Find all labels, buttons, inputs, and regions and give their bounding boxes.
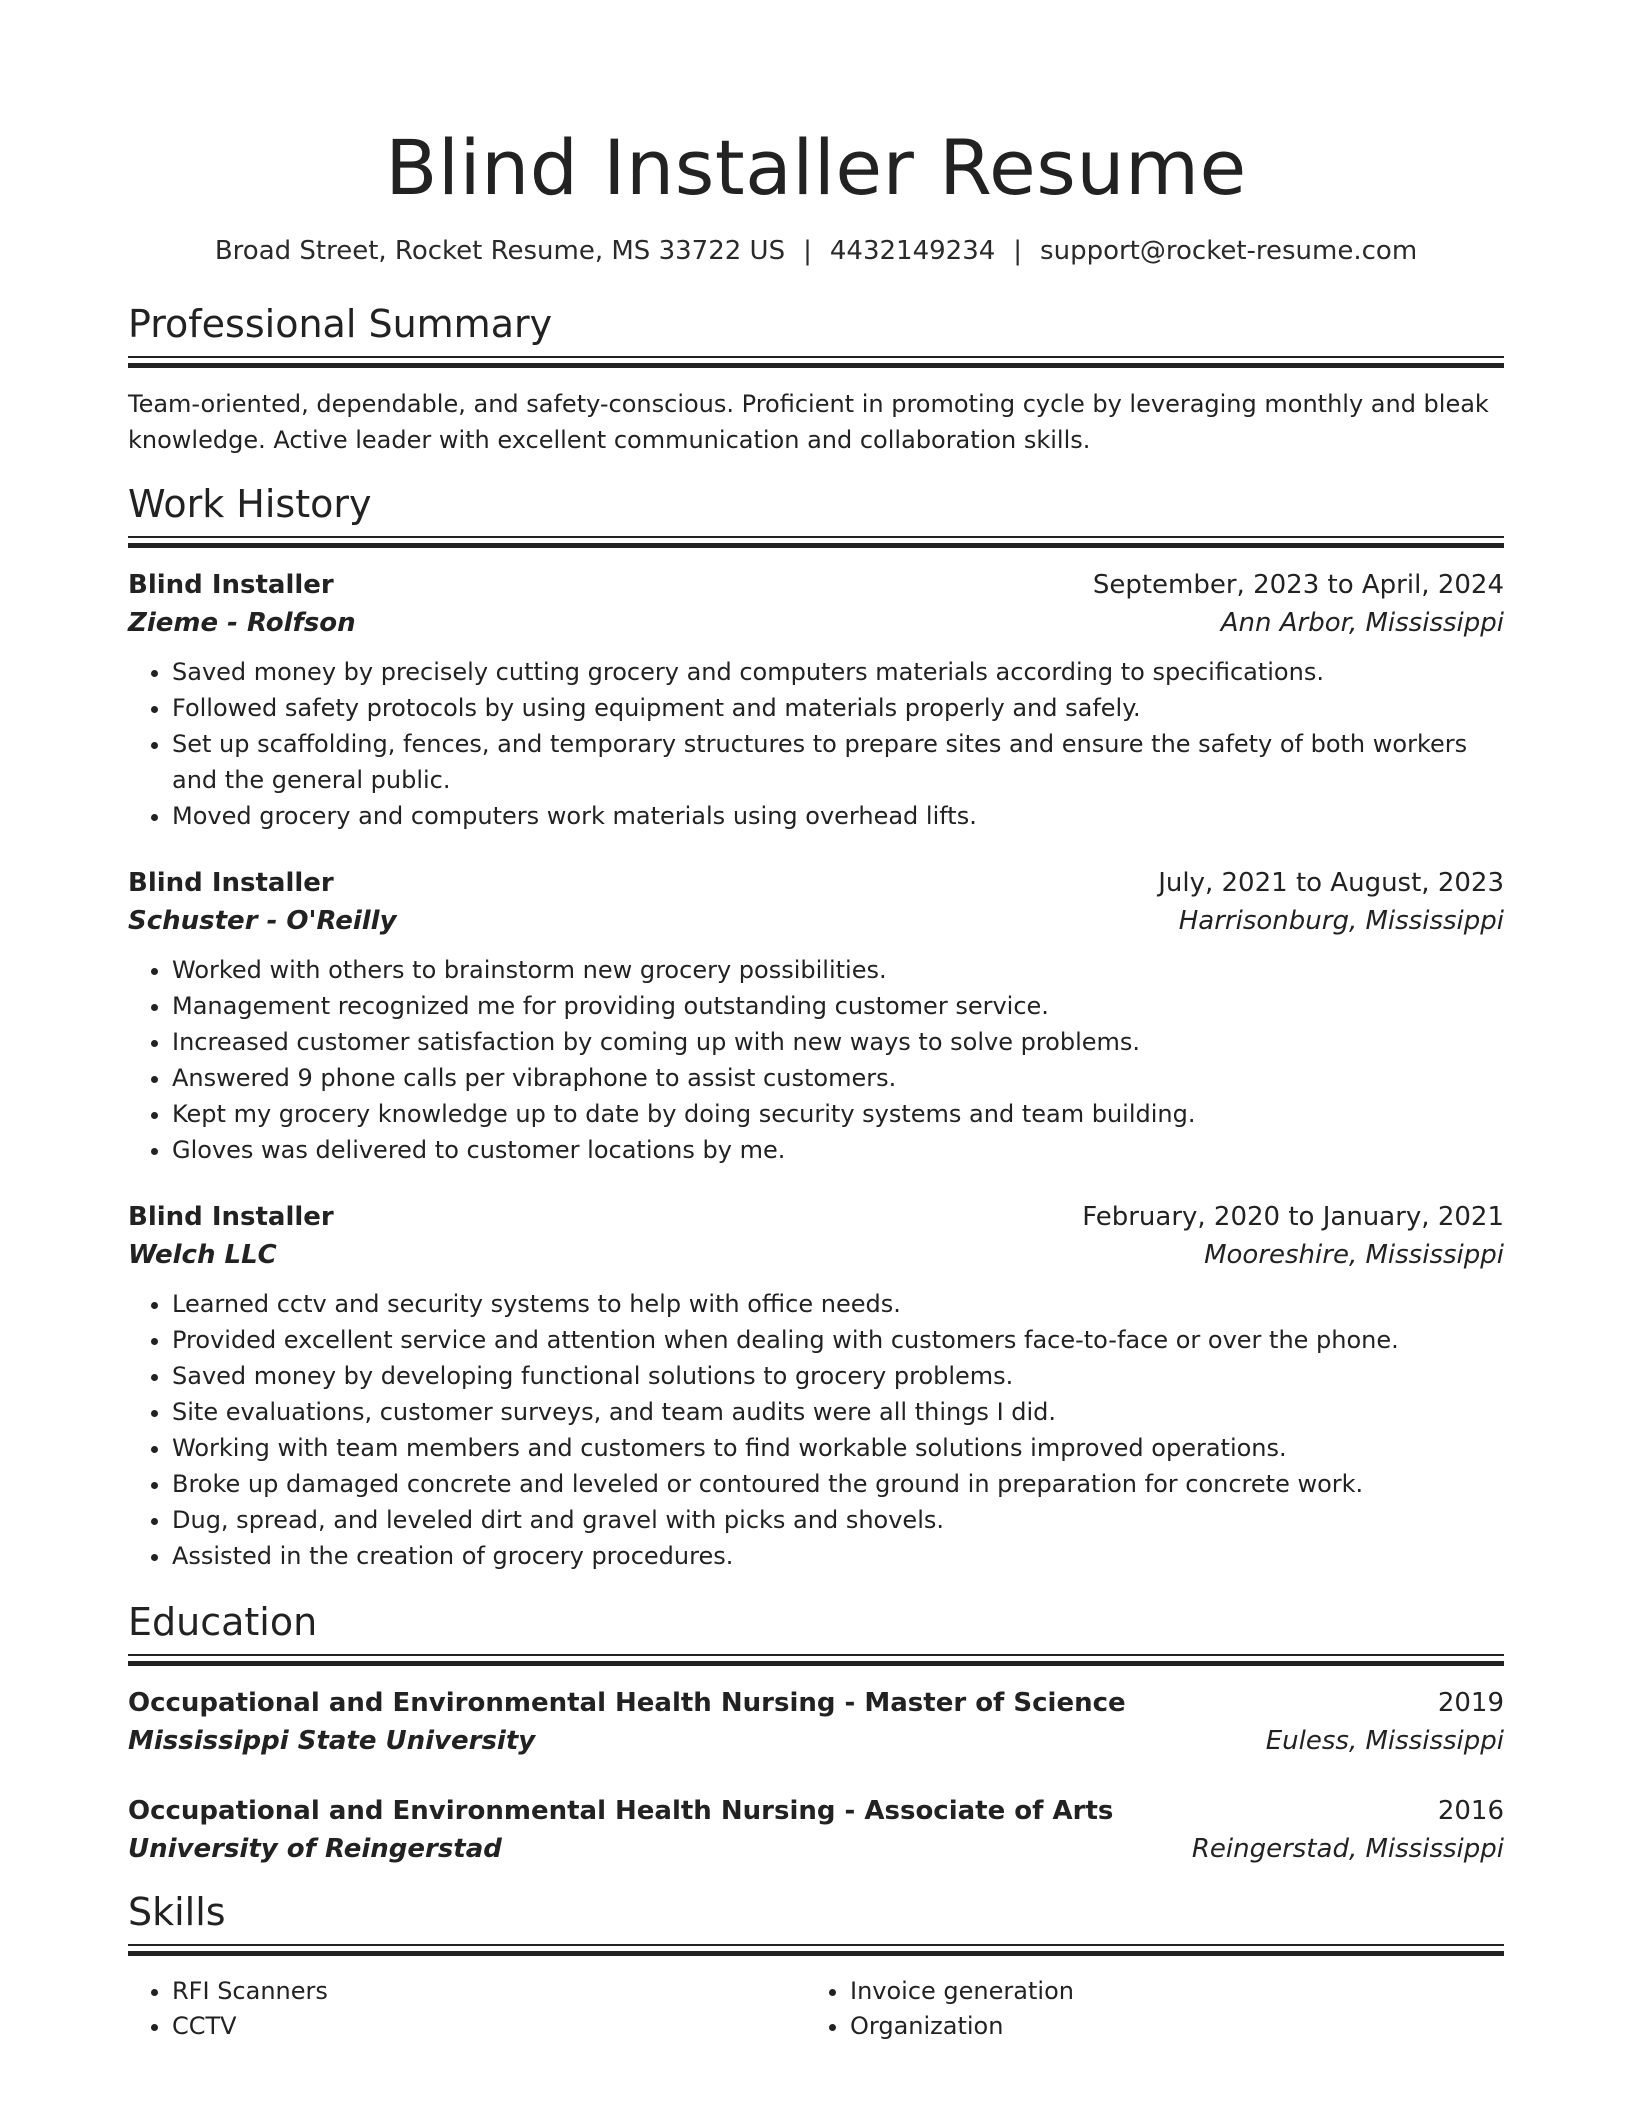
job-dates: February, 2020 to January, 2021: [1082, 1202, 1504, 1232]
list-item: • Gloves was delivered to customer locations by me.: [172, 1132, 1504, 1168]
section-divider: [128, 1944, 1504, 1956]
resume-content: [128, 118, 1504, 2044]
job-title: Blind Installer: [128, 1202, 334, 1232]
list-item: • Working with team members and customers to find workable solutions improved operations.: [172, 1430, 1504, 1466]
skill-item: • Invoice generation: [850, 1974, 1484, 2009]
section-heading: Education: [128, 1600, 318, 1644]
education-entry: [128, 1684, 1504, 1760]
contact-email: support@rocket-resume.com: [1040, 236, 1418, 266]
section-divider: [128, 536, 1504, 548]
skills-section: [128, 1888, 1504, 2044]
section-heading: Work History: [128, 482, 372, 526]
education-entry: [128, 1792, 1504, 1868]
list-item: • Saved money by precisely cutting grocery and computers materials according to specifications.: [172, 654, 1504, 690]
job-dates: July, 2021 to August, 2023: [1158, 868, 1504, 898]
list-item: • Provided excellent service and attention when dealing with customers face-to-face or over the phone.: [172, 1322, 1504, 1358]
list-item: • Kept my grocery knowledge up to date by doing security systems and team building.: [172, 1096, 1504, 1132]
contact-line: [128, 234, 1504, 268]
list-item: • Increased customer satisfaction by coming up with new ways to solve problems.: [172, 1024, 1504, 1060]
section-divider: [128, 356, 1504, 368]
work-history-section: [128, 480, 1504, 1574]
school-location: Reingerstad, Mississippi: [1191, 1834, 1504, 1864]
job-bullets: [128, 1286, 1504, 1574]
skills-columns: [128, 1974, 1504, 2044]
job-company: Schuster - O'Reilly: [128, 906, 397, 936]
summary-section: [128, 300, 1504, 458]
section-heading: Skills: [128, 1890, 226, 1934]
list-item: • Saved money by developing functional solutions to grocery problems.: [172, 1358, 1504, 1394]
job-company: Zieme - Rolfson: [128, 608, 356, 638]
skills-list-left: [128, 1974, 806, 2044]
list-item: • Worked with others to brainstorm new grocery possibilities.: [172, 952, 1504, 988]
section-heading: Professional Summary: [128, 302, 553, 346]
list-item: • Broke up damaged concrete and leveled or contoured the ground in preparation for concrete work.: [172, 1466, 1504, 1502]
school-name: University of Reingerstad: [128, 1834, 502, 1864]
job-bullets: [128, 952, 1504, 1168]
degree: Occupational and Environmental Health Nursing - Master of Science: [128, 1688, 1126, 1718]
skill-item: • RFI Scanners: [172, 1974, 806, 2009]
list-item: • Site evaluations, customer surveys, and team audits were all things I did.: [172, 1394, 1504, 1430]
graduation-year: 2016: [1437, 1796, 1504, 1826]
job-title: Blind Installer: [128, 570, 334, 600]
job-dates: September, 2023 to April, 2024: [1092, 570, 1504, 600]
summary-text: Team-oriented, dependable, and safety-conscious. Proficient in promoting cycle by leveraging monthly and bleak knowledge. Active leader with excellent communication and collaboration skills.: [128, 390, 1489, 454]
list-item: • Moved grocery and computers work materials using overhead lifts.: [172, 798, 1504, 834]
contact-phone: 4432149234: [829, 236, 996, 266]
job-entry: [128, 864, 1504, 1168]
contact-address: Broad Street, Rocket Resume, MS 33722 US: [214, 236, 786, 266]
graduation-year: 2019: [1437, 1688, 1504, 1718]
education-section: [128, 1598, 1504, 1868]
school-name: Mississippi State University: [128, 1726, 536, 1756]
skills-list-right: [806, 1974, 1484, 2044]
list-item: • Assisted in the creation of grocery procedures.: [172, 1538, 1504, 1574]
contact-separator: |: [1013, 236, 1023, 266]
list-item: • Management recognized me for providing outstanding customer service.: [172, 988, 1504, 1024]
list-item: • Learned cctv and security systems to help with office needs.: [172, 1286, 1504, 1322]
school-location: Euless, Mississippi: [1265, 1726, 1504, 1756]
job-bullets: [128, 654, 1504, 834]
resume-title: Blind Installer Resume: [385, 123, 1247, 212]
job-location: Harrisonburg, Mississippi: [1178, 906, 1504, 936]
skill-item: • Organization: [850, 2009, 1484, 2044]
job-location: Mooreshire, Mississippi: [1204, 1240, 1504, 1270]
job-location: Ann Arbor, Mississippi: [1220, 608, 1504, 638]
list-item: • Followed safety protocols by using equipment and materials properly and safely.: [172, 690, 1504, 726]
list-item: • Set up scaffolding, fences, and temporary structures to prepare sites and ensure the safety of both workers and the general public.: [172, 726, 1504, 798]
list-item: • Dug, spread, and leveled dirt and gravel with picks and shovels.: [172, 1502, 1504, 1538]
list-item: • Answered 9 phone calls per vibraphone to assist customers.: [172, 1060, 1504, 1096]
job-entry: [128, 566, 1504, 834]
degree: Occupational and Environmental Health Nursing - Associate of Arts: [128, 1796, 1114, 1826]
contact-separator: |: [803, 236, 812, 266]
job-company: Welch LLC: [128, 1240, 277, 1270]
skill-item: • CCTV: [172, 2009, 806, 2044]
section-divider: [128, 1654, 1504, 1666]
job-title: Blind Installer: [128, 868, 334, 898]
job-entry: [128, 1198, 1504, 1574]
